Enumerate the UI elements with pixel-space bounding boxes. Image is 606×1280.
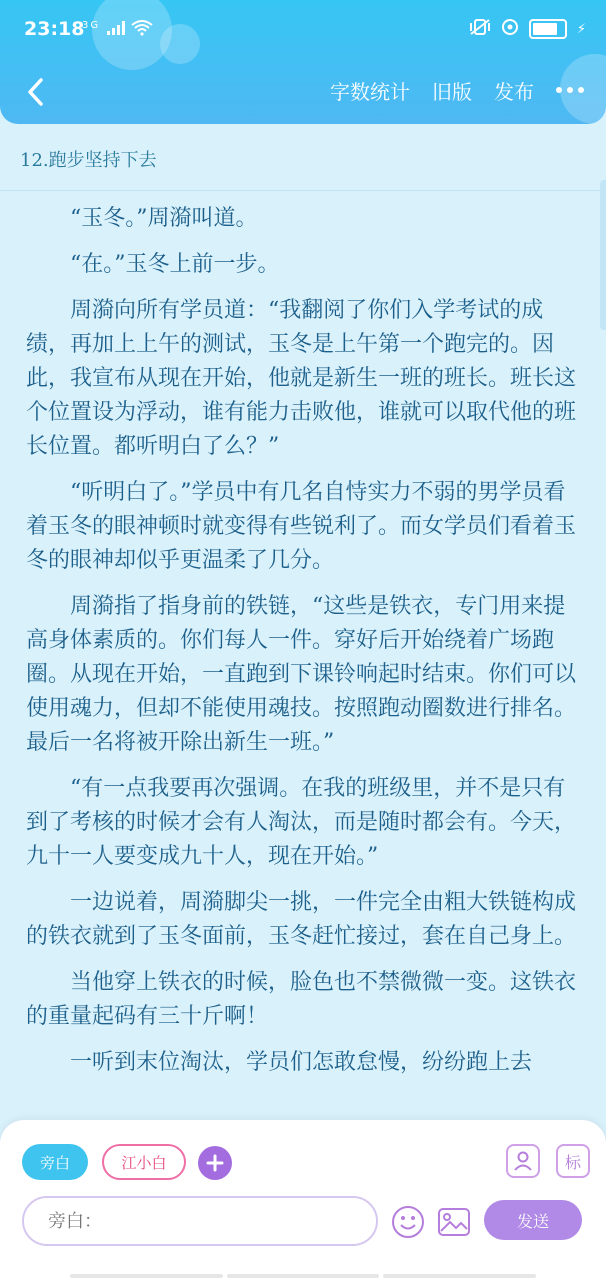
back-button[interactable] — [18, 72, 52, 112]
paragraph: “玉冬。”周漪叫道。 — [70, 206, 258, 231]
app-header — [0, 0, 606, 124]
title-divider — [0, 190, 606, 191]
character-chip[interactable]: 江小白 — [102, 1144, 186, 1180]
tag-button[interactable] — [556, 1144, 590, 1178]
more-options-button[interactable] — [556, 76, 584, 104]
home-indicator — [70, 1274, 536, 1278]
image-button[interactable] — [436, 1204, 472, 1240]
word-count-button[interactable]: 字数统计 — [330, 80, 410, 104]
plus-icon — [206, 1154, 224, 1172]
signal-icon — [82, 20, 153, 36]
decor-bubble — [160, 24, 200, 64]
paragraph: 一听到末位淘汰，学员们怎敢怠慢，纷纷跑上去 — [70, 1050, 533, 1075]
paragraph: “有一点我要再次强调。在我的班级里，并不是只有到了考核的时候才会有人淘汰，而是随时都会有。今天，九十一人要变成九十人，现在开始。” — [26, 776, 577, 869]
emoji-button[interactable] — [390, 1204, 426, 1240]
paragraph: “在。”玉冬上前一步。 — [70, 252, 280, 277]
tag-icon-label: 标 — [564, 1152, 581, 1172]
smiley-icon — [391, 1205, 425, 1239]
message-input-wrapper — [22, 1196, 378, 1246]
scrollbar[interactable] — [600, 180, 606, 330]
signal-label: 3G — [82, 20, 101, 31]
editor-content[interactable] — [0, 124, 606, 1120]
send-button[interactable]: 发送 — [484, 1200, 582, 1240]
alarm-icon — [501, 18, 519, 40]
paragraph: 周漪指了指身前的铁链，“这些是铁衣，专门用来提高身体素质的。你们每人一件。穿好后开始绕着广场跑圈。从现在开始，一直跑到下课铃响起时结束。你们可以使用魂力，但却不能使用魂技。按照跑动圈数进行排名。最后一名将被开除出新生一班。” — [26, 594, 577, 755]
paragraph: 周漪向所有学员道：“我翻阅了你们入学考试的成绩，再加上上午的测试，玉冬是上午第一个跑完的。因此，我宣布从现在开始，他就是新生一班的班长。班长这个位置设为浮动，谁有能力击败他，谁就可以取代他的班长位置。都听明白了么？” — [26, 298, 577, 459]
add-character-button[interactable] — [198, 1146, 232, 1180]
chapter-body[interactable] — [26, 202, 578, 1092]
battery-icon — [529, 19, 567, 39]
publish-button[interactable]: 发布 — [494, 80, 534, 104]
paragraph: 一边说着，周漪脚尖一挑，一件完全由粗大铁链构成的铁衣就到了玉冬面前，玉冬赶忙接过，套在自己身上。 — [26, 890, 577, 949]
charging-icon: ⚡ — [576, 21, 586, 37]
status-time: 23:18 — [24, 18, 85, 40]
header-actions — [330, 76, 584, 105]
vibrate-icon — [469, 18, 491, 40]
narrator-chip[interactable]: 旁白 — [22, 1144, 88, 1180]
image-icon — [437, 1207, 471, 1237]
character-profile-button[interactable] — [506, 1144, 540, 1178]
paragraph: 当他穿上铁衣的时候，脸色也不禁微微一变。这铁衣的重量起码有三十斤啊！ — [26, 970, 577, 1029]
dot-icon — [578, 87, 584, 93]
wifi-icon — [131, 20, 153, 36]
message-input[interactable] — [24, 1198, 376, 1244]
chapter-title[interactable]: 12.跑步坚持下去 — [20, 150, 157, 171]
status-right-icons — [469, 18, 586, 40]
paragraph: “听明白了。”学员中有几名自恃实力不弱的男学员看着玉冬的眼神顿时就变得有些锐利了。而女学员们看着玉冬的眼神却似乎更温柔了几分。 — [26, 480, 577, 573]
dot-icon — [556, 87, 562, 93]
old-version-button[interactable]: 旧版 — [432, 80, 472, 104]
chevron-left-icon — [26, 77, 44, 107]
dot-icon — [567, 87, 573, 93]
person-icon — [513, 1150, 533, 1172]
composer-panel — [0, 1120, 606, 1280]
